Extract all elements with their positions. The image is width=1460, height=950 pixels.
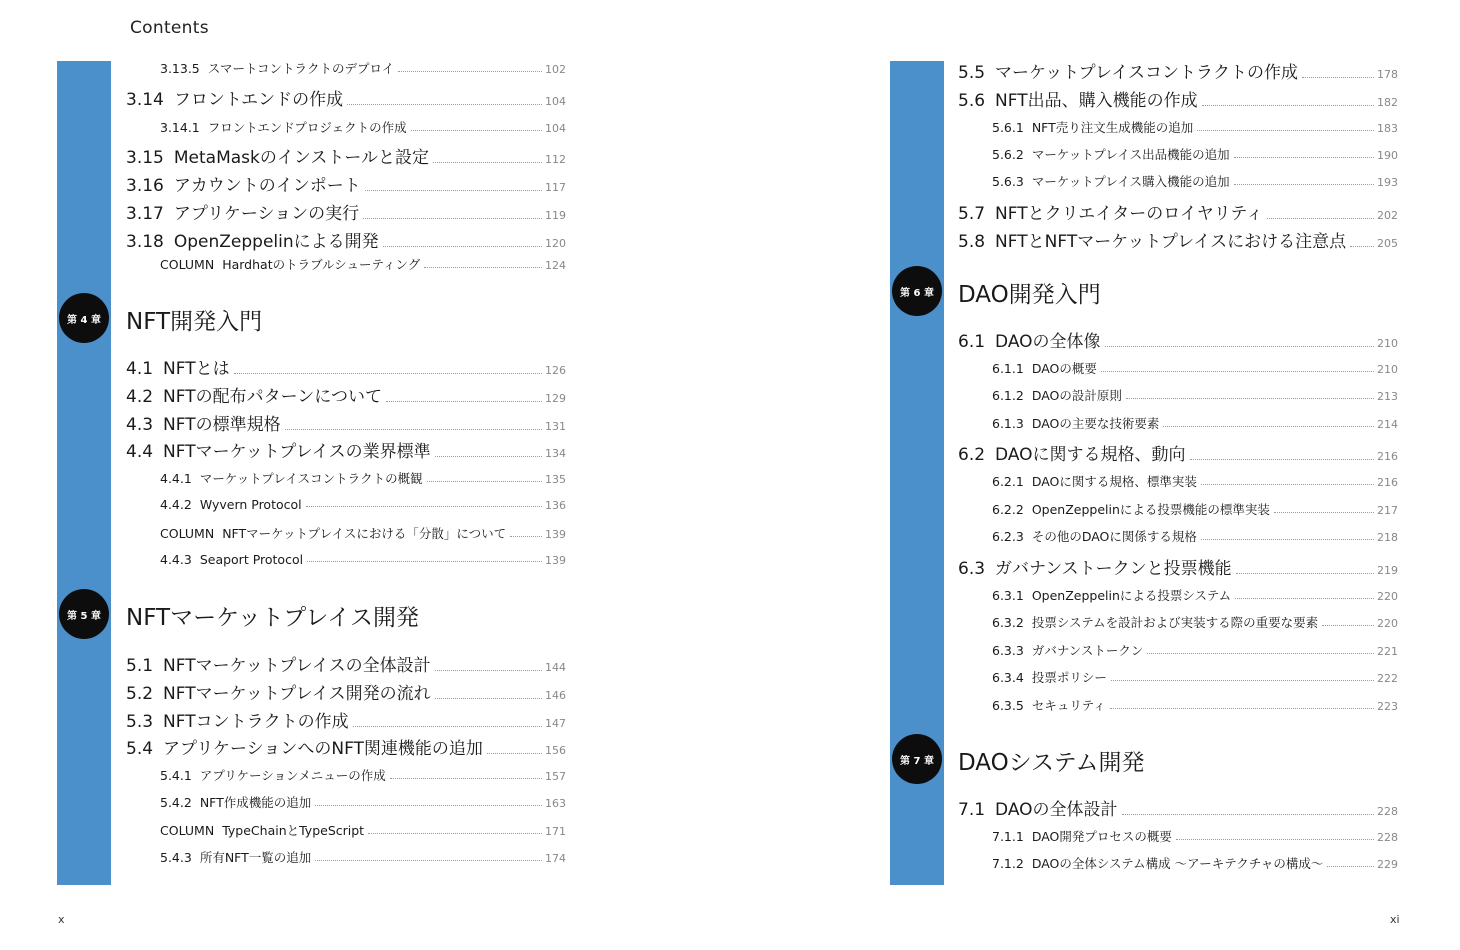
entry-page-number: 217 bbox=[1377, 504, 1398, 517]
entry-number: 5.3 bbox=[126, 712, 154, 732]
entry-title: NFTマーケットプレイスの全体設計 bbox=[163, 656, 431, 676]
toc-section-entry[interactable] bbox=[958, 86, 1398, 111]
toc-subsection-entry[interactable] bbox=[992, 386, 1398, 404]
entry-page-number: 220 bbox=[1377, 590, 1398, 603]
page-number-right: xi bbox=[1390, 913, 1400, 926]
toc-subsection-entry[interactable] bbox=[160, 469, 566, 487]
toc-subsection-entry[interactable] bbox=[160, 118, 566, 136]
entry-number: 6.3.5 bbox=[992, 698, 1024, 713]
toc-subsection-entry[interactable] bbox=[160, 255, 566, 273]
toc-subsection-entry[interactable] bbox=[160, 793, 566, 811]
entry-number: 5.2 bbox=[126, 684, 154, 704]
dot-leader bbox=[386, 400, 542, 402]
toc-subsection-entry[interactable] bbox=[992, 827, 1398, 845]
entry-number: 7.1 bbox=[958, 800, 986, 820]
entry-title: アプリケーションへのNFT関連機能の追加 bbox=[163, 739, 483, 759]
entry-title: NFTコントラクトの作成 bbox=[163, 712, 349, 732]
entry-number: 5.4.2 bbox=[160, 795, 192, 810]
entry-page-number: 218 bbox=[1377, 531, 1398, 544]
chapter-badge: 第 7 章 bbox=[892, 734, 942, 784]
entry-number: COLUMN bbox=[160, 526, 215, 541]
entry-page-number: 182 bbox=[1377, 96, 1398, 109]
entry-number: 6.2.2 bbox=[992, 502, 1024, 517]
toc-subsection-entry[interactable] bbox=[992, 500, 1398, 518]
dot-leader bbox=[307, 560, 542, 562]
dot-leader bbox=[315, 859, 542, 861]
entry-number: 4.2 bbox=[126, 387, 154, 407]
dot-leader bbox=[1126, 397, 1374, 399]
dot-leader bbox=[1110, 707, 1374, 709]
entry-page-number: 213 bbox=[1377, 390, 1398, 403]
entry-number: 6.1.1 bbox=[992, 361, 1024, 376]
chapter-title[interactable]: NFTマーケットプレイス開発 bbox=[126, 605, 419, 631]
dot-leader bbox=[1105, 345, 1374, 347]
entry-number: 6.3.2 bbox=[992, 615, 1024, 630]
toc-section-entry[interactable] bbox=[958, 227, 1398, 252]
entry-title: マーケットプレイスコントラクトの作成 bbox=[995, 63, 1298, 83]
dot-leader bbox=[1302, 76, 1374, 78]
toc-subsection-entry[interactable] bbox=[992, 641, 1398, 659]
dot-leader bbox=[1234, 183, 1374, 185]
chapter-stripe-left bbox=[57, 61, 111, 885]
entry-title: フロントエンドの作成 bbox=[173, 90, 344, 110]
entry-page-number: 117 bbox=[545, 181, 566, 194]
entry-title: マーケットプレイス出品機能の追加 bbox=[1031, 147, 1230, 162]
toc-subsection-entry[interactable] bbox=[992, 613, 1398, 631]
dot-leader bbox=[1235, 597, 1374, 599]
entry-page-number: 139 bbox=[545, 554, 566, 567]
entry-number: 4.3 bbox=[126, 415, 154, 435]
toc-section-entry[interactable] bbox=[126, 354, 566, 379]
entry-title: Wyvern Protocol bbox=[199, 497, 302, 512]
dot-leader bbox=[487, 752, 542, 754]
dot-leader bbox=[435, 455, 542, 457]
entry-number: 5.7 bbox=[958, 204, 986, 224]
toc-subsection-entry[interactable] bbox=[160, 552, 566, 567]
entry-page-number: 222 bbox=[1377, 672, 1398, 685]
dot-leader bbox=[424, 266, 542, 268]
entry-number: 4.1 bbox=[126, 359, 154, 379]
entry-page-number: 193 bbox=[1377, 176, 1398, 189]
entry-title: NFTとは bbox=[163, 359, 230, 379]
entry-page-number: 210 bbox=[1377, 337, 1398, 350]
entry-number: 5.6 bbox=[958, 91, 986, 111]
dot-leader bbox=[1201, 483, 1374, 485]
toc-subsection-entry[interactable] bbox=[160, 524, 566, 542]
entry-page-number: 202 bbox=[1377, 209, 1398, 222]
toc-subsection-entry[interactable] bbox=[992, 696, 1398, 714]
entry-title: DAOに関する規格、標準実装 bbox=[1031, 474, 1197, 489]
entry-number: 6.2.3 bbox=[992, 529, 1024, 544]
toc-subsection-entry[interactable] bbox=[160, 766, 566, 784]
toc-section-entry[interactable] bbox=[126, 227, 566, 252]
entry-number: 4.4.2 bbox=[160, 497, 192, 512]
entry-page-number: 228 bbox=[1377, 805, 1398, 818]
entry-page-number: 210 bbox=[1377, 363, 1398, 376]
entry-title: Hardhatのトラブルシューティング bbox=[222, 257, 421, 272]
entry-number: 5.4.3 bbox=[160, 850, 192, 865]
toc-section-entry[interactable] bbox=[126, 410, 566, 435]
entry-title: マーケットプレイス購入機能の追加 bbox=[1031, 174, 1230, 189]
entry-title: OpenZeppelinによる投票機能の標準実装 bbox=[1031, 502, 1270, 517]
dot-leader bbox=[1101, 370, 1374, 372]
entry-number: 4.4.1 bbox=[160, 471, 192, 486]
entry-number: 6.3.1 bbox=[992, 588, 1024, 603]
entry-page-number: 135 bbox=[545, 473, 566, 486]
dot-leader bbox=[1267, 217, 1374, 219]
toc-section-entry[interactable] bbox=[126, 199, 566, 224]
entry-page-number: 102 bbox=[545, 63, 566, 76]
entry-number: 5.1 bbox=[126, 656, 154, 676]
dot-leader bbox=[368, 832, 542, 834]
entry-title: NFTマーケットプレイス開発の流れ bbox=[163, 684, 431, 704]
dot-leader bbox=[1274, 511, 1374, 513]
entry-title: NFTマーケットプレイスにおける「分散」について bbox=[222, 526, 507, 541]
dot-leader bbox=[427, 480, 542, 482]
entry-title: マーケットプレイスコントラクトの概観 bbox=[199, 471, 423, 486]
dot-leader bbox=[234, 372, 542, 374]
dot-leader bbox=[365, 189, 542, 191]
entry-number: 5.8 bbox=[958, 232, 986, 252]
dot-leader bbox=[435, 669, 542, 671]
dot-leader bbox=[435, 697, 542, 699]
toc-subsection-entry[interactable] bbox=[160, 821, 566, 839]
entry-title: スマートコントラクトのデプロイ bbox=[207, 61, 395, 76]
dot-leader bbox=[411, 129, 542, 131]
entry-number: 6.3.4 bbox=[992, 670, 1024, 685]
entry-number: 6.3.3 bbox=[992, 643, 1024, 658]
dot-leader bbox=[1122, 813, 1374, 815]
chapter-badge: 第 6 章 bbox=[892, 266, 942, 316]
entry-number: 3.14 bbox=[126, 90, 164, 110]
dot-leader bbox=[390, 777, 542, 779]
entry-page-number: 124 bbox=[545, 259, 566, 272]
entry-page-number: 221 bbox=[1377, 645, 1398, 658]
entry-number: 6.1.3 bbox=[992, 416, 1024, 431]
entry-page-number: 171 bbox=[545, 825, 566, 838]
entry-title: DAOの主要な技術要素 bbox=[1031, 416, 1160, 431]
entry-page-number: 156 bbox=[545, 744, 566, 757]
dot-leader bbox=[353, 725, 542, 727]
chapter-title[interactable]: DAO開発入門 bbox=[958, 282, 1101, 308]
entry-number: 7.1.1 bbox=[992, 829, 1024, 844]
toc-section-entry[interactable] bbox=[126, 85, 566, 110]
entry-title: DAOの全体システム構成 ～アーキテクチャの構成～ bbox=[1031, 856, 1324, 871]
entry-page-number: 214 bbox=[1377, 418, 1398, 431]
entry-title: セキュリティ bbox=[1031, 698, 1106, 713]
entry-page-number: 163 bbox=[545, 797, 566, 810]
entry-page-number: 129 bbox=[545, 392, 566, 405]
entry-title: NFT売り注文生成機能の追加 bbox=[1031, 120, 1194, 135]
entry-page-number: 134 bbox=[545, 447, 566, 460]
toc-subsection-entry[interactable] bbox=[992, 472, 1398, 490]
chapter-badge: 第 5 章 bbox=[59, 589, 109, 639]
dot-leader bbox=[1236, 572, 1374, 574]
chapter-title[interactable]: NFT開発入門 bbox=[126, 309, 263, 335]
entry-page-number: 178 bbox=[1377, 68, 1398, 81]
toc-section-entry[interactable] bbox=[126, 143, 566, 168]
dot-leader bbox=[315, 804, 542, 806]
toc-section-entry[interactable] bbox=[958, 440, 1398, 465]
entry-title: DAOの概要 bbox=[1031, 361, 1097, 376]
running-header-title: Contents bbox=[130, 18, 209, 38]
entry-title: 投票システムを設計および実装する際の重要な要素 bbox=[1031, 615, 1319, 630]
entry-title: MetaMaskのインストールと設定 bbox=[173, 148, 430, 168]
toc-subsection-entry[interactable] bbox=[992, 145, 1398, 163]
toc-section-entry[interactable] bbox=[958, 795, 1398, 820]
dot-leader bbox=[1234, 156, 1374, 158]
entry-page-number: 112 bbox=[545, 153, 566, 166]
dot-leader bbox=[347, 103, 542, 105]
entry-title: アプリケーションメニューの作成 bbox=[199, 768, 386, 783]
entry-number: 6.2 bbox=[958, 445, 986, 465]
entry-page-number: 147 bbox=[545, 717, 566, 730]
entry-number: 6.1.2 bbox=[992, 388, 1024, 403]
toc-subsection-entry[interactable] bbox=[992, 359, 1398, 377]
entry-title: OpenZeppelinによる投票システム bbox=[1031, 588, 1232, 603]
entry-number: 7.1.2 bbox=[992, 856, 1024, 871]
entry-title: DAOに関する規格、動向 bbox=[995, 445, 1186, 465]
entry-number: 3.16 bbox=[126, 176, 164, 196]
toc-section-entry[interactable] bbox=[126, 707, 566, 732]
dot-leader bbox=[1190, 458, 1374, 460]
dot-leader bbox=[1201, 538, 1374, 540]
entry-number: 5.5 bbox=[958, 63, 986, 83]
entry-page-number: 216 bbox=[1377, 476, 1398, 489]
entry-page-number: 119 bbox=[545, 209, 566, 222]
toc-section-entry[interactable] bbox=[958, 554, 1398, 579]
entry-page-number: 104 bbox=[545, 95, 566, 108]
entry-title: ガバナンストークン bbox=[1031, 643, 1144, 658]
entry-number: COLUMN bbox=[160, 823, 215, 838]
entry-title: アプリケーションの実行 bbox=[173, 204, 360, 224]
toc-section-entry[interactable] bbox=[958, 199, 1398, 224]
toc-section-entry[interactable] bbox=[126, 382, 566, 407]
entry-number: 6.3 bbox=[958, 559, 986, 579]
dot-leader bbox=[1202, 104, 1374, 106]
entry-title: 投票ポリシー bbox=[1031, 670, 1107, 685]
toc-subsection-entry[interactable] bbox=[992, 527, 1398, 545]
entry-title: Seaport Protocol bbox=[199, 552, 304, 567]
toc-section-entry[interactable] bbox=[126, 437, 566, 462]
entry-number: 3.15 bbox=[126, 148, 164, 168]
page-number-left: x bbox=[58, 913, 65, 926]
entry-page-number: 205 bbox=[1377, 237, 1398, 250]
entry-page-number: 104 bbox=[545, 122, 566, 135]
entry-title: NFTとクリエイターのロイヤリティ bbox=[995, 204, 1264, 224]
entry-page-number: 229 bbox=[1377, 858, 1398, 871]
entry-number: 4.4.3 bbox=[160, 552, 192, 567]
entry-page-number: 228 bbox=[1377, 831, 1398, 844]
entry-number: 6.2.1 bbox=[992, 474, 1024, 489]
entry-title: DAO開発プロセスの概要 bbox=[1031, 829, 1172, 844]
toc-subsection-entry[interactable] bbox=[992, 668, 1398, 686]
entry-number: 5.6.1 bbox=[992, 120, 1024, 135]
entry-page-number: 174 bbox=[545, 852, 566, 865]
dot-leader bbox=[306, 505, 542, 507]
entry-number: 3.14.1 bbox=[160, 120, 200, 135]
entry-page-number: 220 bbox=[1377, 617, 1398, 630]
toc-subsection-entry[interactable] bbox=[992, 854, 1398, 872]
entry-number: 3.18 bbox=[126, 232, 164, 252]
entry-title: DAOの設計原則 bbox=[1031, 388, 1122, 403]
entry-page-number: 144 bbox=[545, 661, 566, 674]
chapter-badge: 第 4 章 bbox=[59, 293, 109, 343]
entry-title: NFTの配布パターンについて bbox=[163, 387, 382, 407]
dot-leader bbox=[1111, 679, 1374, 681]
dot-leader bbox=[1197, 129, 1374, 131]
entry-page-number: 139 bbox=[545, 528, 566, 541]
entry-title: NFT出品、購入機能の作成 bbox=[995, 91, 1198, 111]
entry-number: 6.1 bbox=[958, 332, 986, 352]
entry-page-number: 183 bbox=[1377, 122, 1398, 135]
entry-title: 所有NFT一覧の追加 bbox=[199, 850, 312, 865]
entry-title: フロントエンドプロジェクトの作成 bbox=[207, 120, 407, 135]
entry-number: 3.17 bbox=[126, 204, 164, 224]
entry-title: TypeChainとTypeScript bbox=[222, 823, 365, 838]
entry-page-number: 136 bbox=[545, 499, 566, 512]
toc-subsection-entry[interactable] bbox=[992, 118, 1398, 136]
entry-page-number: 219 bbox=[1377, 564, 1398, 577]
dot-leader bbox=[1327, 865, 1374, 867]
entry-number: 5.4.1 bbox=[160, 768, 192, 783]
dot-leader bbox=[383, 245, 542, 247]
dot-leader bbox=[1322, 624, 1374, 626]
entry-title: OpenZeppelinによる開発 bbox=[173, 232, 379, 252]
entry-number: COLUMN bbox=[160, 257, 215, 272]
entry-title: NFTマーケットプレイスの業界標準 bbox=[163, 442, 431, 462]
entry-page-number: 190 bbox=[1377, 149, 1398, 162]
entry-number: 5.4 bbox=[126, 739, 154, 759]
dot-leader bbox=[510, 535, 542, 537]
toc-section-entry[interactable] bbox=[126, 171, 566, 196]
toc-section-entry[interactable] bbox=[958, 327, 1398, 352]
toc-section-entry[interactable] bbox=[126, 651, 566, 676]
entry-title: その他のDAOに関係する規格 bbox=[1031, 529, 1197, 544]
toc-subsection-entry[interactable] bbox=[160, 497, 566, 512]
entry-title: DAOの全体設計 bbox=[995, 800, 1118, 820]
entry-number: 5.6.2 bbox=[992, 147, 1024, 162]
entry-page-number: 157 bbox=[545, 770, 566, 783]
entry-number: 4.4 bbox=[126, 442, 154, 462]
toc-subsection-entry[interactable] bbox=[992, 414, 1398, 432]
toc-subsection-entry[interactable] bbox=[160, 59, 566, 77]
entry-number: 3.13.5 bbox=[160, 61, 200, 76]
entry-page-number: 120 bbox=[545, 237, 566, 250]
dot-leader bbox=[1147, 652, 1374, 654]
entry-title: NFTの標準規格 bbox=[163, 415, 281, 435]
entry-page-number: 146 bbox=[545, 689, 566, 702]
chapter-title[interactable]: DAOシステム開発 bbox=[958, 750, 1145, 776]
toc-section-entry[interactable] bbox=[126, 734, 566, 759]
entry-title: DAOの全体像 bbox=[995, 332, 1101, 352]
dot-leader bbox=[363, 217, 542, 219]
entry-title: アカウントのインポート bbox=[173, 176, 361, 196]
entry-page-number: 216 bbox=[1377, 450, 1398, 463]
toc-subsection-entry[interactable] bbox=[992, 172, 1398, 190]
toc-section-entry[interactable] bbox=[958, 58, 1398, 83]
entry-number: 5.6.3 bbox=[992, 174, 1024, 189]
entry-title: ガバナンストークンと投票機能 bbox=[995, 559, 1232, 579]
entry-page-number: 131 bbox=[545, 420, 566, 433]
dot-leader bbox=[433, 161, 542, 163]
toc-subsection-entry[interactable] bbox=[992, 586, 1398, 604]
toc-subsection-entry[interactable] bbox=[160, 848, 566, 866]
dot-leader bbox=[1350, 245, 1374, 247]
dot-leader bbox=[285, 428, 542, 430]
toc-section-entry[interactable] bbox=[126, 679, 566, 704]
entry-title: NFT作成機能の追加 bbox=[199, 795, 312, 810]
dot-leader bbox=[1163, 425, 1374, 427]
dot-leader bbox=[1176, 838, 1374, 840]
dot-leader bbox=[398, 70, 542, 72]
entry-page-number: 223 bbox=[1377, 700, 1398, 713]
entry-title: NFTとNFTマーケットプレイスにおける注意点 bbox=[995, 232, 1347, 252]
entry-page-number: 126 bbox=[545, 364, 566, 377]
